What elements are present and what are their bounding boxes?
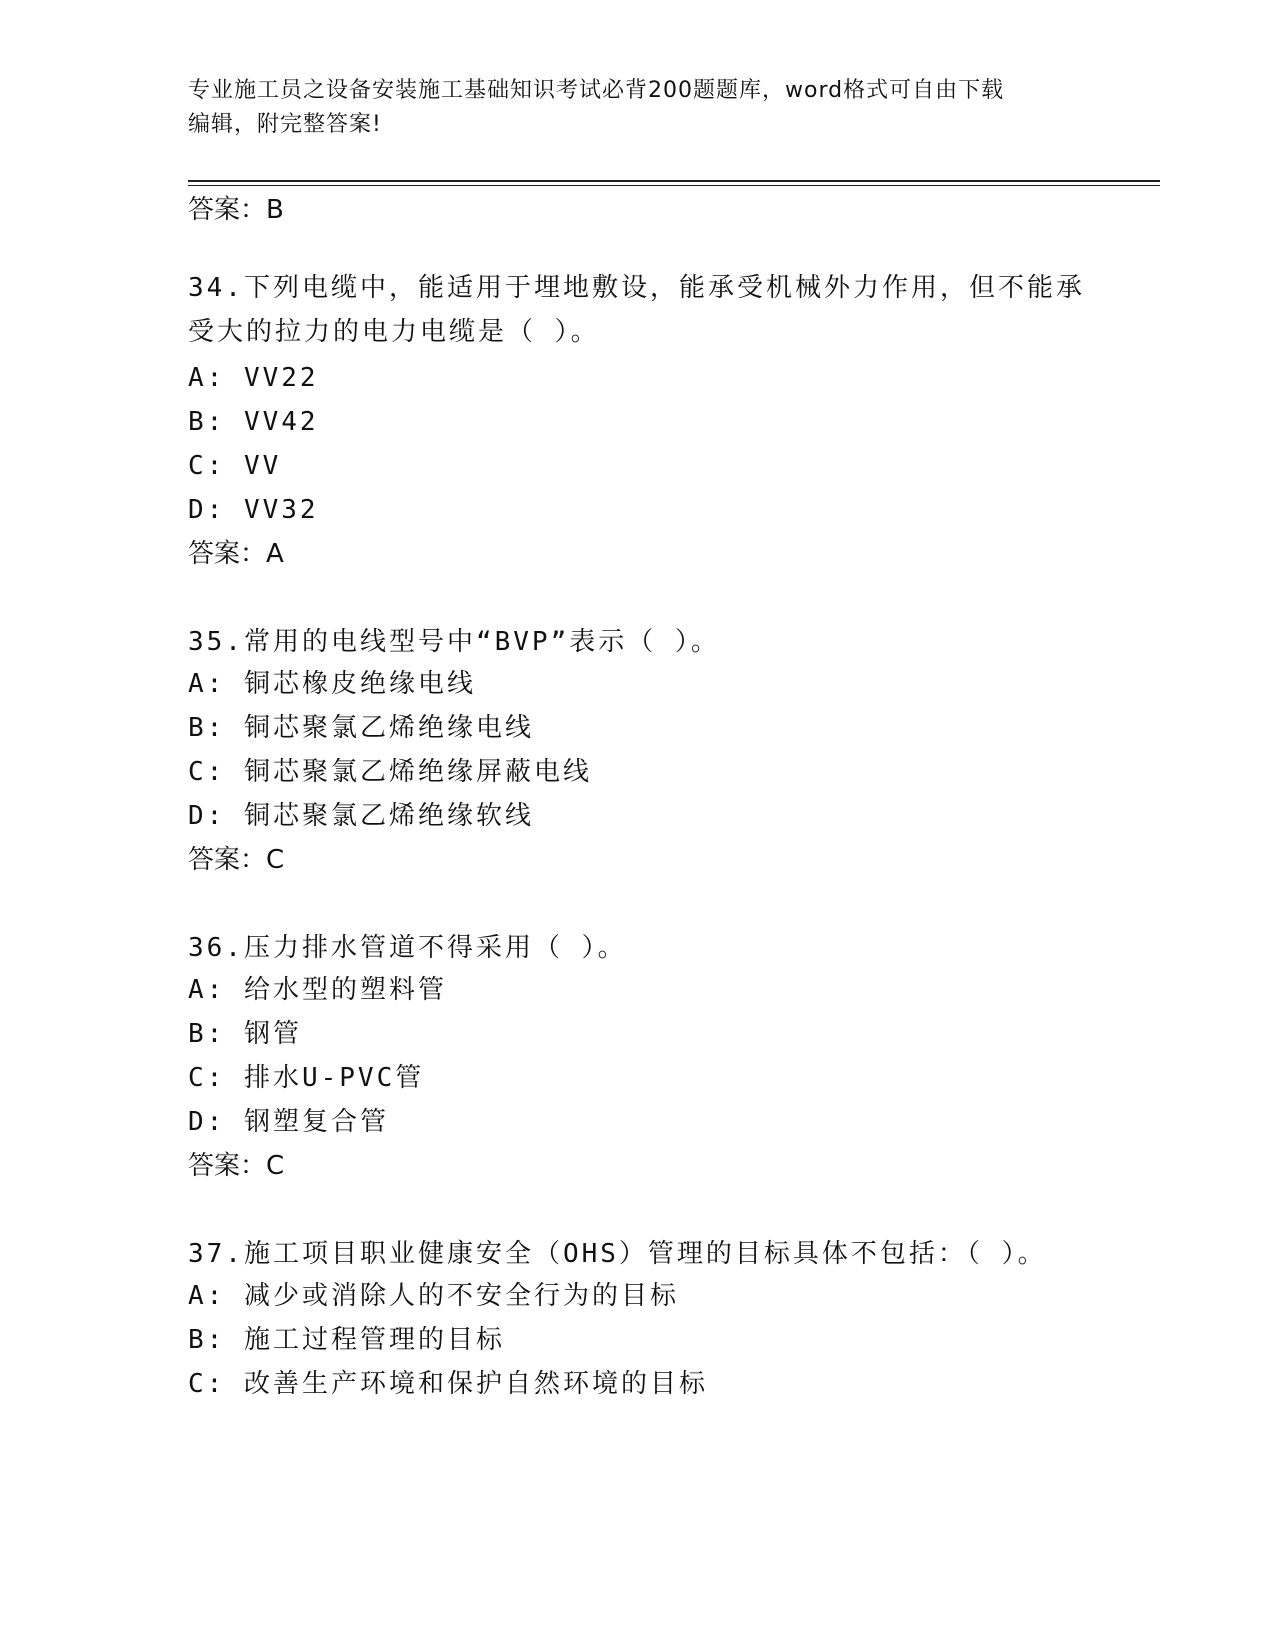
- question-37-option-a: A: 减少或消除人的不安全行为的目标: [188, 1281, 679, 1311]
- question-35-option-a: A: 铜芯橡皮绝缘电线: [188, 669, 476, 699]
- question-35-option-d: D: 铜芯聚氯乙烯绝缘软线: [188, 801, 534, 831]
- document-header: [188, 74, 1088, 142]
- question-36-stem: 36.压力排水管道不得采用（ ）。: [188, 933, 627, 963]
- question-36-option-a: A: 给水型的塑料管: [188, 975, 447, 1005]
- header-divider-thin: [188, 185, 1160, 186]
- question-36-answer: 答案：C: [188, 1151, 285, 1181]
- question-35-option-c: C: 铜芯聚氯乙烯绝缘屏蔽电线: [188, 757, 592, 787]
- question-36-option-b: B: 钢管: [188, 1019, 302, 1049]
- question-34-option-d: D: VV32: [188, 495, 319, 525]
- question-34-stem: 34.下列电缆中，能适用于埋地敷设，能承受机械外力作用，但不能承受大的拉力的电力电缆是（ ）。: [188, 273, 1085, 347]
- question-35-answer: 答案：C: [188, 845, 285, 875]
- header-title-line-1: 专业施工员之设备安装施工基础知识考试必背200题题库，word格式可自由下载: [188, 78, 1005, 103]
- question-36-option-d: D: 钢塑复合管: [188, 1107, 389, 1137]
- question-36-option-c: C: 排水U-PVC管: [188, 1063, 425, 1093]
- header-title-line-2: 编辑，附完整答案!: [188, 112, 382, 137]
- question-35-option-b: B: 铜芯聚氯乙烯绝缘电线: [188, 713, 534, 743]
- answer-prev: 答案：B: [188, 195, 284, 225]
- question-37-stem: 37.施工项目职业健康安全（OHS）管理的目标具体不包括：（ ）。: [188, 1239, 1047, 1269]
- question-37-option-c: C: 改善生产环境和保护自然环境的目标: [188, 1369, 708, 1399]
- question-34-option-c: C: VV: [188, 451, 282, 481]
- question-34-option-b: B: VV42: [188, 407, 319, 437]
- question-37-option-b: B: 施工过程管理的目标: [188, 1325, 505, 1355]
- question-35-stem: 35.常用的电线型号中“BVP”表示（ ）。: [188, 627, 720, 657]
- question-34-option-a: A: VV22: [188, 363, 319, 393]
- header-divider-thick: [188, 180, 1160, 182]
- question-34-answer: 答案：A: [188, 539, 284, 569]
